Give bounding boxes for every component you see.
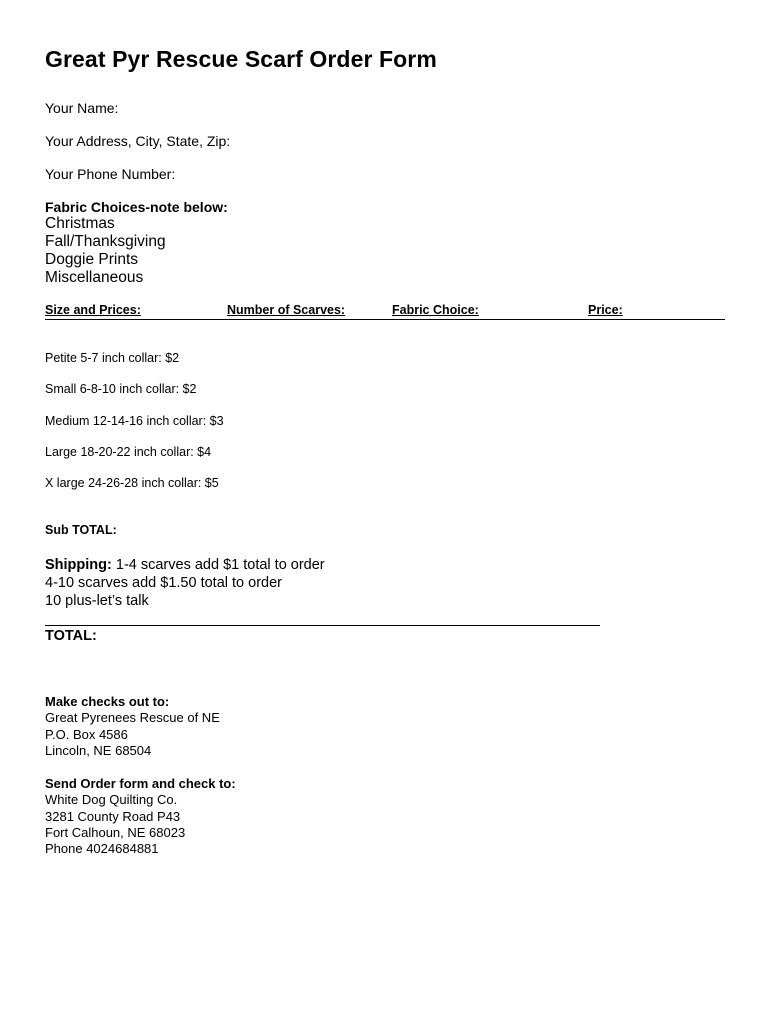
- checks-line-2: P.O. Box 4586: [45, 726, 128, 742]
- shipping-section: [45, 556, 325, 610]
- total-divider: [45, 625, 600, 626]
- make-checks-block: [45, 694, 220, 759]
- header-price: Price:: [588, 303, 623, 317]
- page-title: Great Pyr Rescue Scarf Order Form: [45, 46, 437, 72]
- fabric-choice-fall: Fall/Thanksgiving: [45, 233, 166, 250]
- shipping-line-3: 10 plus-let’s talk: [45, 593, 149, 609]
- send-line-1: White Dog Quilting Co.: [45, 792, 178, 808]
- phone-field-label: Your Phone Number:: [45, 166, 176, 182]
- total-label: TOTAL:: [45, 628, 97, 644]
- send-order-heading: Send Order form and check to:: [45, 776, 236, 791]
- shipping-line-2: 4-10 scarves add $1.50 total to order: [45, 575, 282, 591]
- checks-line-3: Lincoln, NE 68504: [45, 742, 152, 758]
- send-line-2: 3281 County Road P43: [45, 808, 181, 824]
- make-checks-heading: Make checks out to:: [45, 694, 170, 709]
- name-field-label: Your Name:: [45, 100, 119, 116]
- shipping-line-1: 1-4 scarves add $1 total to order: [115, 557, 325, 573]
- send-line-4: Phone 4024684881: [45, 841, 159, 857]
- size-row-xlarge: X large 24-26-28 inch collar: $5: [45, 476, 219, 490]
- size-row-petite: Petite 5-7 inch collar: $2: [45, 351, 180, 365]
- checks-line-1: Great Pyrenees Rescue of NE: [45, 710, 220, 726]
- header-size-prices: Size and Prices:: [45, 303, 141, 317]
- fabric-choices-list: [45, 215, 166, 287]
- size-row-small: Small 6-8-10 inch collar: $2: [45, 382, 197, 396]
- send-order-block: [45, 776, 236, 857]
- size-row-large: Large 18-20-22 inch collar: $4: [45, 445, 212, 459]
- header-fabric-choice: Fabric Choice:: [392, 303, 479, 317]
- fabric-choices-heading: Fabric Choices-note below:: [45, 199, 228, 215]
- header-number-of-scarves: Number of Scarves:: [227, 303, 346, 317]
- address-field-label: Your Address, City, State, Zip:: [45, 133, 231, 149]
- send-line-3: Fort Calhoun, NE 68023: [45, 824, 186, 840]
- fabric-choice-doggie: Doggie Prints: [45, 251, 139, 268]
- order-table-header: [45, 303, 725, 320]
- size-row-medium: Medium 12-14-16 inch collar: $3: [45, 414, 224, 428]
- subtotal-label: Sub TOTAL:: [45, 523, 117, 537]
- fabric-choice-misc: Miscellaneous: [45, 269, 144, 286]
- shipping-label: Shipping:: [45, 557, 112, 573]
- fabric-choice-christmas: Christmas: [45, 215, 115, 232]
